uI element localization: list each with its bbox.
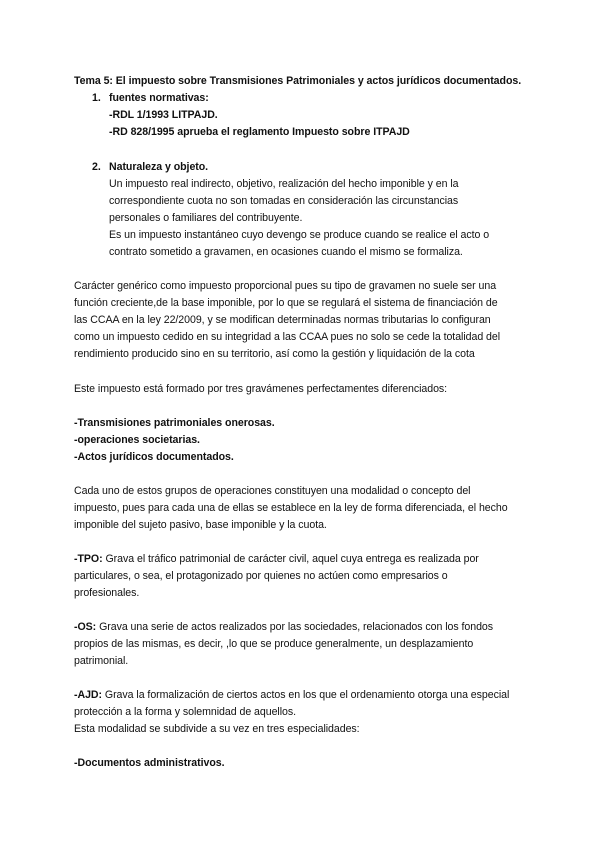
ajd-line: Esta modalidad se subdivide a su vez en tres especialidades: xyxy=(74,723,360,735)
section-2-line: contrato sometido a gravamen, en ocasiones cuando el mismo se formaliza. xyxy=(109,246,463,258)
section-2-number: 2. xyxy=(92,161,101,173)
os-text: Grava una serie de actos realizados por las sociedades, relacionados con los fondos xyxy=(96,621,494,633)
paragraph-line: función creciente,de la base imponible, por lo que se regulará el sistema de financiación de xyxy=(74,297,498,309)
ajd-label: -AJD: xyxy=(74,689,102,701)
section-1-item: -RD 828/1995 aprueba el reglamento Impuesto sobre ITPAJD xyxy=(109,126,410,138)
section-2-line: Es un impuesto instantáneo cuyo devengo se produce cuando se realice el acto o xyxy=(109,229,490,241)
paragraph-line: Carácter genérico como impuesto proporcional pues su tipo de gravamen no suele ser una xyxy=(74,280,497,292)
tpo-line: particulares, o sea, el protagonizado por quienes no actúen como empresarios o xyxy=(74,570,448,582)
gravamen-item: -operaciones societarias. xyxy=(74,434,200,446)
paragraph-line: rendimiento producido sino en su territorio, así como la gestión y liquidación de la cota xyxy=(74,348,475,360)
document-title: Tema 5: El impuesto sobre Transmisiones Patrimoniales y actos jurídicos documentados. xyxy=(74,75,522,87)
tpo-line xyxy=(74,553,479,566)
ajd-line xyxy=(74,689,509,702)
tpo-label: -TPO: xyxy=(74,553,103,565)
tpo-text: Grava el tráfico patrimonial de carácter civil, aquel cuya entrega es realizada por xyxy=(102,553,479,565)
ajd-line: protección a la forma y solemnidad de aquellos. xyxy=(74,706,297,718)
section-1-number: 1. xyxy=(92,92,101,104)
ajd-text: Grava la formalización de ciertos actos en los que el ordenamiento otorga una especial xyxy=(102,689,510,701)
section-1-heading: fuentes normativas: xyxy=(109,92,209,104)
section-1-item: -RDL 1/1993 LITPAJD. xyxy=(109,109,218,121)
paragraph-line: Este impuesto está formado por tres gravámenes perfectamentes diferenciados: xyxy=(74,383,448,395)
paragraph-line: las CCAA en la ley 22/2009, y se modifican determinadas normas tributarias lo configuran xyxy=(74,314,491,326)
paragraph-line: Cada uno de estos grupos de operaciones constituyen una modalidad o concepto del xyxy=(74,485,471,497)
section-2-heading: Naturaleza y objeto. xyxy=(109,161,209,173)
documentos-administrativos: -Documentos administrativos. xyxy=(74,757,225,769)
section-2-line: Un impuesto real indirecto, objetivo, realización del hecho imponible y en la xyxy=(109,178,459,190)
os-line: patrimonial. xyxy=(74,655,129,667)
section-2-line: personales o familiares del contribuyente. xyxy=(109,212,303,224)
os-line: propios de las mismas, es decir, ,lo que se produce generalmente, un desplazamiento xyxy=(74,638,474,650)
paragraph-line: impuesto, pues para cada una de ellas se establece en la ley de forma diferenciada, el hecho xyxy=(74,502,508,514)
gravamen-item: -Transmisiones patrimoniales onerosas. xyxy=(74,417,275,429)
os-label: -OS: xyxy=(74,621,97,633)
paragraph-line: como un impuesto cedido en su integridad a las CCAA pues no solo se cede la totalidad del xyxy=(74,331,501,343)
paragraph-line: imponible del sujeto pasivo, base imponible y la cuota. xyxy=(74,519,327,531)
os-line xyxy=(74,621,493,634)
gravamen-item: -Actos jurídicos documentados. xyxy=(74,451,234,463)
section-2-line: correspondiente cuota no son tomadas en consideración las circunstancias xyxy=(109,195,459,207)
tpo-line: profesionales. xyxy=(74,587,140,599)
